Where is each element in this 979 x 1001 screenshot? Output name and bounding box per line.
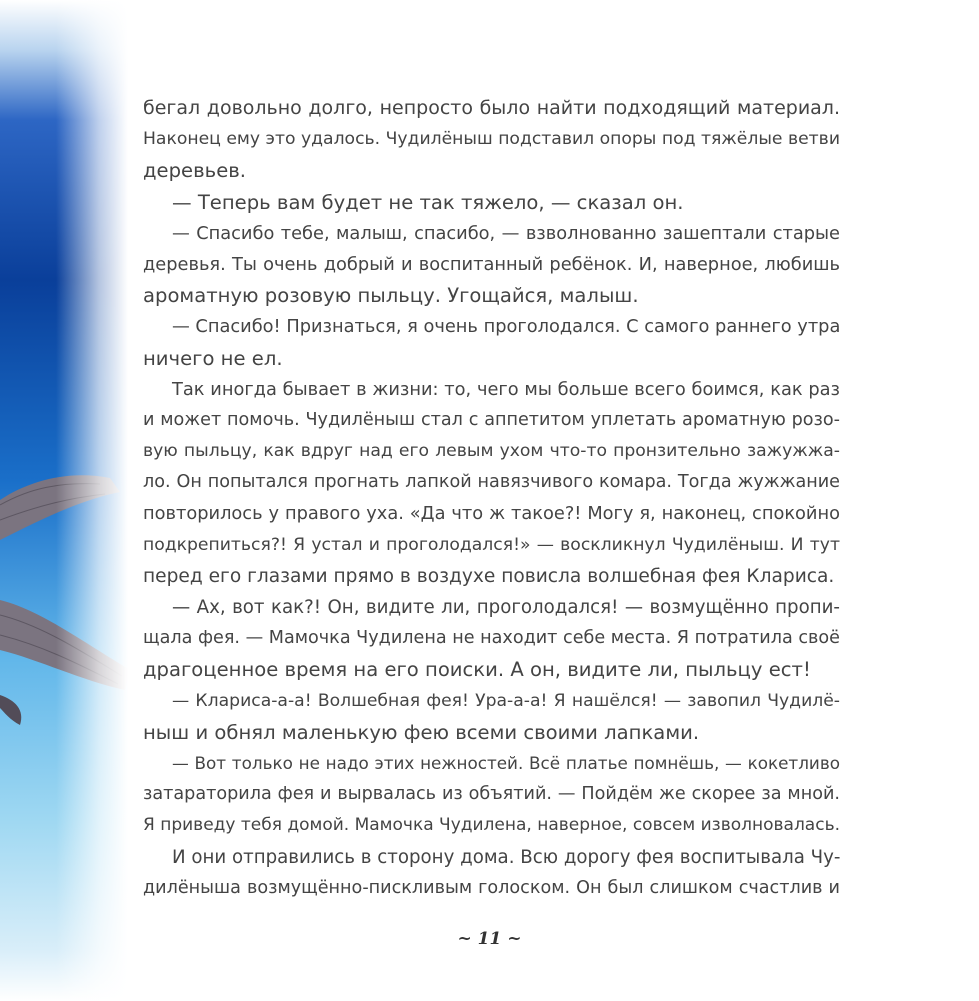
text-line: Наконец ему это удалось. Чудилёныш подставил опоры под тяжёлые ветви <box>143 129 840 150</box>
text-line: вую пыльцу, как вдруг над его левым ухом что-то пронзительно зажужжа- <box>143 441 840 462</box>
text-line: Я приведу тебя домой. Мамочка Чудилена, наверное, совсем изволновалась. <box>143 815 840 836</box>
text-line: — Клариса-а-а! Волшебная фея! Ура-а-а! Я нашёлся! — завопил Чудилё- <box>172 690 840 711</box>
text-line: — Спасибо тебе, малыш, спасибо, — взволнованно зашептали старые <box>172 222 840 244</box>
text-line: Так иногда бывает в жизни: то, чего мы больше всего боимся, как раз <box>172 378 840 400</box>
text-line: затараторила фея и вырвалась из объятий. — Пойдём же скорее за мной. <box>143 784 840 805</box>
page-number: ~ 11 ~ <box>457 929 522 949</box>
text-line: ло. Он попытался прогнать лапкой навязчивого комара. Тогда жужжание <box>143 472 840 493</box>
text-line: деревьев. <box>143 159 247 183</box>
body-text <box>143 93 840 904</box>
text-line: повторилось у правого уха. «Да что ж такое?! Могу я, наконец, спокойно <box>143 503 840 525</box>
text-line: И они отправились в сторону дома. Всю дорогу фея воспитывала Чу- <box>172 846 840 868</box>
text-line: деревья. Ты очень добрый и воспитанный ребёнок. И, наверное, любишь <box>143 253 840 275</box>
text-line: — Ах, вот как?! Он, видите ли, проголодался! — возмущённо пропи- <box>172 597 840 618</box>
text-line: бегал довольно долго, непросто было найти подходящий материал. <box>143 97 840 119</box>
text-line: — Теперь вам будет не так тяжело, — сказал он. <box>172 190 684 214</box>
text-line: драгоценное время на его поиски. А он, видите ли, пыльцу ест! <box>143 658 811 682</box>
text-line: — Вот только не надо этих нежностей. Всё платье помнёшь, — кокетливо <box>172 752 840 773</box>
text-line: и может помочь. Чудилёныш стал с аппетитом уплетать ароматную розо- <box>143 409 840 430</box>
text-line: подкрепиться?! Я устал и проголодался!» — воскликнул Чудилёныш. И тут <box>143 534 840 555</box>
sky-and-branch-illustration <box>0 0 160 1001</box>
text-line: ничего не ел. <box>143 346 283 370</box>
text-line: перед его глазами прямо в воздухе повисла волшебная фея Клариса. <box>143 565 835 587</box>
illustration-fragment <box>0 0 160 1001</box>
text-line: ныш и обнял маленькую фею всеми своими лапками. <box>143 720 700 744</box>
text-line: — Спасибо! Признаться, я очень проголодался. С самого раннего утра <box>172 316 840 338</box>
text-line: дилёныша возмущённо-пискливым голоском. Он был слишком счастлив и <box>143 877 840 898</box>
text-line: ароматную розовую пыльцу. Угощайся, малыш. <box>143 284 639 308</box>
text-line: щала фея. — Мамочка Чудилена не находит себе места. Я потратила своё <box>143 628 840 649</box>
